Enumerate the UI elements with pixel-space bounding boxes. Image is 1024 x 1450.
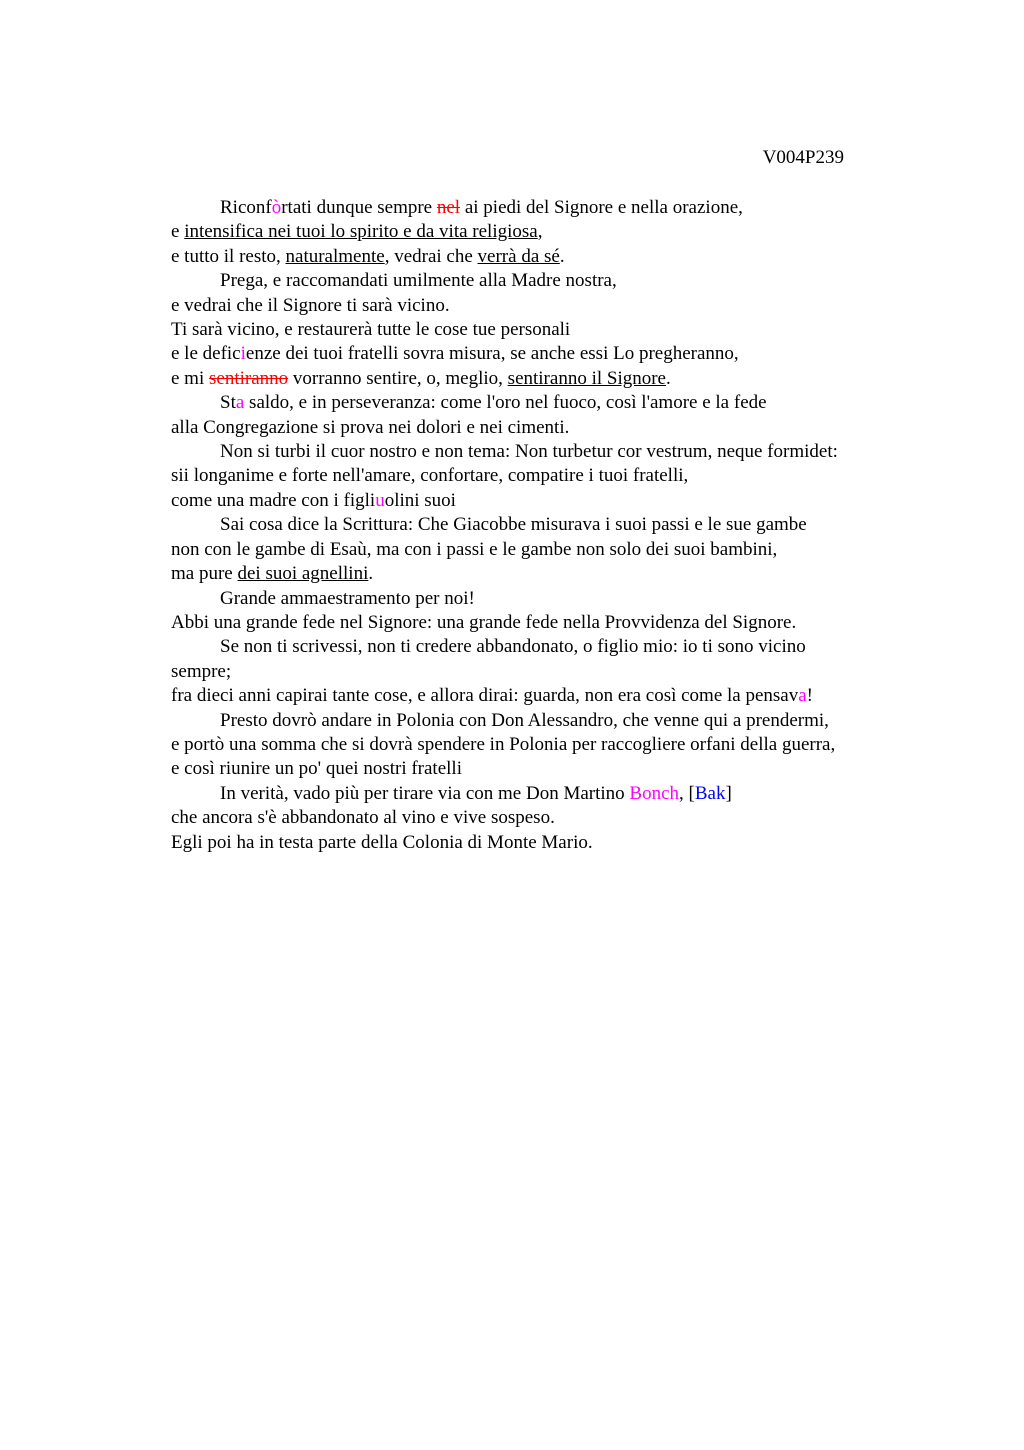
text-segment: ma pure	[171, 563, 238, 585]
text-line	[171, 611, 911, 635]
text-segment: sii longanime e forte nell'amare, confortare, compatire i tuoi fratelli,	[171, 465, 689, 487]
text-segment: , [	[679, 782, 695, 804]
text-segment: olini suoi	[384, 489, 456, 511]
text-line	[171, 513, 911, 537]
underlined-text: naturalmente	[285, 245, 385, 267]
text-segment: .	[665, 367, 671, 389]
text-segment: e vedrai che il Signore ti sarà vicino.	[171, 294, 450, 316]
text-line	[171, 757, 911, 781]
text-line	[171, 831, 911, 855]
text-segment: e tutto il resto,	[171, 245, 286, 267]
text-line	[171, 562, 911, 586]
text-line	[171, 587, 911, 611]
page-id: V004P239	[762, 147, 844, 168]
text-segment: In verità, vado più per tirare via con me Don Martino	[220, 782, 630, 804]
text-segment: fra dieci anni capirai tante cose, e allora dirai: guarda, non era così come la pensav	[171, 685, 799, 707]
underlined-text: intensifica nei tuoi lo spirito e da vita religiosa	[184, 221, 538, 243]
text-line	[171, 464, 911, 488]
deleted-text: sentiranno	[209, 367, 289, 389]
correction-text: a	[798, 685, 807, 707]
deleted-text: nel	[436, 197, 461, 218]
correction-text: ò	[271, 197, 282, 218]
letter-body	[171, 196, 911, 855]
text-segment: ,	[537, 221, 543, 243]
text-line	[171, 635, 911, 659]
text-segment: St	[220, 392, 236, 414]
correction-text: Bonch	[629, 782, 680, 804]
text-segment: e portò una somma che si dovrà spendere in Polonia per raccogliere orfani della guerra,	[171, 733, 836, 755]
text-line	[171, 416, 911, 440]
text-line	[171, 538, 911, 562]
text-segment: sempre;	[171, 660, 232, 682]
text-line	[171, 269, 911, 293]
text-segment: enze dei tuoi fratelli sovra misura, se anche essi Lo pregheranno,	[245, 343, 739, 365]
text-segment: saldo, e in perseveranza: come l'oro nel fuoco, così l'amore e la fede	[244, 392, 767, 414]
correction-text: a	[235, 392, 245, 414]
text-segment: Presto dovrò andare in Polonia con Don Alessandro, che venne qui a prendermi,	[220, 709, 829, 731]
text-segment: e così riunire un po' quei nostri fratelli	[171, 758, 462, 780]
text-segment: Egli poi ha in testa parte della Colonia di Monte Mario.	[171, 831, 593, 853]
text-segment: e le defic	[171, 343, 241, 365]
text-segment: che ancora s'è abbandonato al vino e vive sospeso.	[171, 807, 555, 829]
text-line	[171, 245, 911, 269]
text-segment: e	[171, 221, 185, 243]
text-line	[171, 806, 911, 830]
text-line	[171, 196, 911, 220]
text-line	[171, 489, 911, 513]
text-line	[171, 709, 911, 733]
text-segment: ai piedi del Signore e nella orazione,	[460, 197, 743, 218]
text-line	[171, 318, 911, 342]
text-line	[171, 440, 911, 464]
underlined-text: verrà da sé	[477, 245, 560, 267]
text-segment: alla Congregazione si prova nei dolori e nei cimenti.	[171, 416, 570, 438]
correction-text: u	[375, 489, 385, 511]
text-line	[171, 782, 911, 806]
text-line	[171, 660, 911, 684]
text-line	[171, 391, 911, 415]
text-segment: come una madre con i figli	[171, 489, 376, 511]
text-segment: .	[559, 245, 565, 267]
text-segment: Abbi una grande fede nel Signore: una grande fede nella Provvidenza del Signore.	[171, 611, 797, 633]
text-segment: , vedrai che	[384, 245, 478, 267]
text-line	[171, 733, 911, 757]
text-segment: vorranno sentire, o, meglio,	[288, 367, 508, 389]
correction-text: i	[240, 343, 246, 365]
text-line	[171, 220, 911, 244]
text-segment: Se non ti scrivessi, non ti credere abbandonato, o figlio mio: io ti sono vicino	[220, 636, 806, 658]
text-segment: Grande ammaestramento per noi!	[220, 587, 475, 609]
text-segment: Riconf	[220, 197, 272, 218]
text-segment: ]	[725, 782, 732, 804]
text-segment: Non si turbi il cuor nostro e non tema: Non turbetur cor vestrum, neque formidet:	[220, 441, 838, 463]
text-line	[171, 294, 911, 318]
underlined-text: dei suoi agnellini	[237, 563, 369, 585]
text-segment: e mi	[171, 367, 209, 389]
text-segment: Ti sarà vicino, e restaurerà tutte le cose tue personali	[171, 319, 571, 341]
text-segment: .	[368, 563, 374, 585]
text-line	[171, 684, 911, 708]
text-line	[171, 367, 911, 391]
text-segment: Sai cosa dice la Scrittura: Che Giacobbe misurava i suoi passi e le sue gambe	[220, 514, 807, 536]
text-segment: rtati dunque sempre	[281, 197, 437, 218]
text-segment: non con le gambe di Esaù, ma con i passi e le gambe non solo dei suoi bambini,	[171, 538, 778, 560]
text-segment: Prega, e raccomandati umilmente alla Madre nostra,	[220, 270, 617, 292]
text-line	[171, 342, 911, 366]
underlined-text: sentiranno il Signore	[507, 367, 666, 389]
text-segment: !	[806, 685, 813, 707]
editor-note: Bak	[694, 782, 726, 804]
